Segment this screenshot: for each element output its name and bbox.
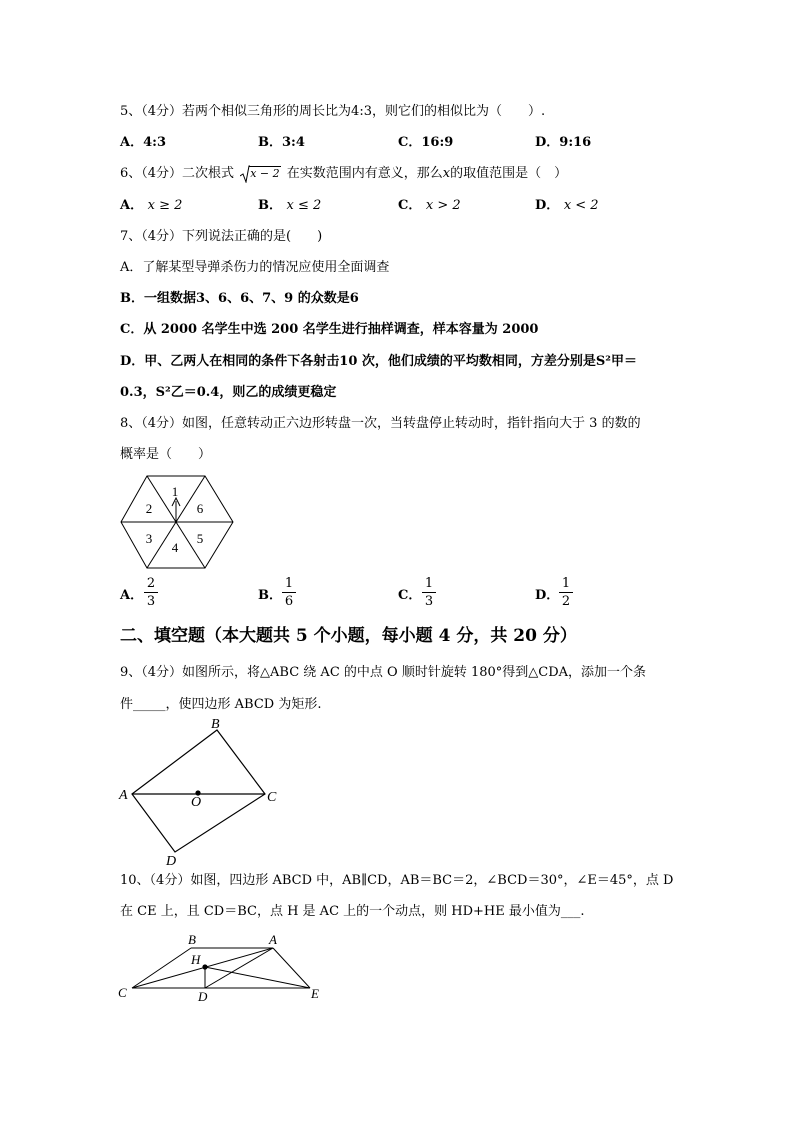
q8-option-a-fraction: 2 3 xyxy=(144,576,158,609)
q6-option-a: A． x ≥ 2 xyxy=(120,198,183,213)
q8-option-b-fraction: 1 6 xyxy=(282,576,296,609)
sector-label: 6 xyxy=(196,501,204,516)
sector-label: 3 xyxy=(145,531,153,546)
q7-option-d-line2: 0.3，S²乙＝0.4，则乙的成绩更稳定 xyxy=(120,385,337,400)
q10-stem-line1: 10、（4分）如图，四边形 ABCD 中，AB∥CD，AB＝BC＝2，∠BCD＝30°，∠E＝45°，点 D xyxy=(120,873,674,888)
q8-stem-line2: 概率是（ ） xyxy=(120,447,212,462)
q8-option-b-letter: B． xyxy=(258,588,282,603)
q5-option-a: A．4:3 xyxy=(120,135,166,150)
sector-label: 2 xyxy=(145,501,153,516)
sqrt-expression: x − 2 xyxy=(240,165,280,183)
q5-stem: 5、（4分）若两个相似三角形的周长比为4:3，则它们的相似比为（ ）. xyxy=(120,104,546,119)
q6-option-d: D． x < 2 xyxy=(535,198,599,213)
q8-stem-line1: 8、（4分）如图，任意转动正六边形转盘一次，当转盘停止转动时，指针指向大于 3 的数的 xyxy=(120,416,641,431)
label-b: B xyxy=(211,717,220,732)
q5-option-d: D．9:16 xyxy=(535,135,592,150)
radical-icon xyxy=(240,165,250,183)
label-d: D xyxy=(166,854,177,868)
q9-parallelogram-figure xyxy=(115,716,285,868)
q8-option-d-letter: D． xyxy=(535,588,560,603)
q7-stem: 7、（4分）下列说法正确的是( ) xyxy=(120,229,323,244)
label-a: A xyxy=(119,788,128,803)
label-e: E xyxy=(311,986,319,1001)
q8-option-d-fraction: 1 2 xyxy=(559,576,573,609)
sector-label: 5 xyxy=(196,531,204,546)
q6-option-b: B． x ≤ 2 xyxy=(258,198,322,213)
q8-option-c-fraction: 1 3 xyxy=(422,576,436,609)
q9-stem-line2: 件_____，使四边形 ABCD 为矩形. xyxy=(120,697,322,712)
sector-label: 1 xyxy=(171,484,179,499)
point-h xyxy=(202,964,207,969)
label-b: B xyxy=(188,932,196,947)
label-a: A xyxy=(269,932,277,947)
q10-stem-line2: 在 CE 上，且 CD＝BC，点 H 是 AC 上的一个动点，则 HD+HE 最小值为___. xyxy=(120,904,585,919)
q7-option-b: B．一组数据3、6、6、7、9 的众数是6 xyxy=(120,291,359,306)
q8-option-a-letter: A． xyxy=(120,588,144,603)
q5-option-c: C．16:9 xyxy=(398,135,454,150)
label-h: H xyxy=(191,952,201,967)
q7-option-c: C．从 2000 名学生中选 200 名学生进行抽样调查，样本容量为 2000 xyxy=(120,322,539,337)
q8-option-c-letter: C． xyxy=(398,588,422,603)
label-o: O xyxy=(191,795,202,810)
section-title: 二、填空题（本大题共 5 个小题，每小题 4 分，共 20 分） xyxy=(120,626,577,646)
q10-quadrilateral-figure xyxy=(115,930,325,1006)
sector-label: 4 xyxy=(171,540,179,555)
q5-option-b: B．3:4 xyxy=(258,135,305,150)
q6-option-c: C． x > 2 xyxy=(398,198,461,213)
label-c: C xyxy=(118,985,127,1000)
label-d: D xyxy=(198,989,208,1004)
q6-stem: 6、（4分）二次根式 x − 2 在实数范围内有意义，那么x的取值范围是（ ） xyxy=(120,166,568,181)
hexagon-spinner-figure xyxy=(118,474,236,570)
q7-option-d-line1: D．甲、乙两人在相同的条件下各射击10 次，他们成绩的平均数相同，方差分别是S²甲＝ xyxy=(120,354,637,369)
label-c: C xyxy=(267,790,277,805)
q9-stem-line1: 9、（4分）如图所示，将△ABC 绕 AC 的中点 O 顺时针旋转 180°得到△CDA，添加一个条 xyxy=(120,665,647,680)
q7-option-a: A．了解某型导弹杀伤力的情况应使用全面调查 xyxy=(120,260,390,275)
